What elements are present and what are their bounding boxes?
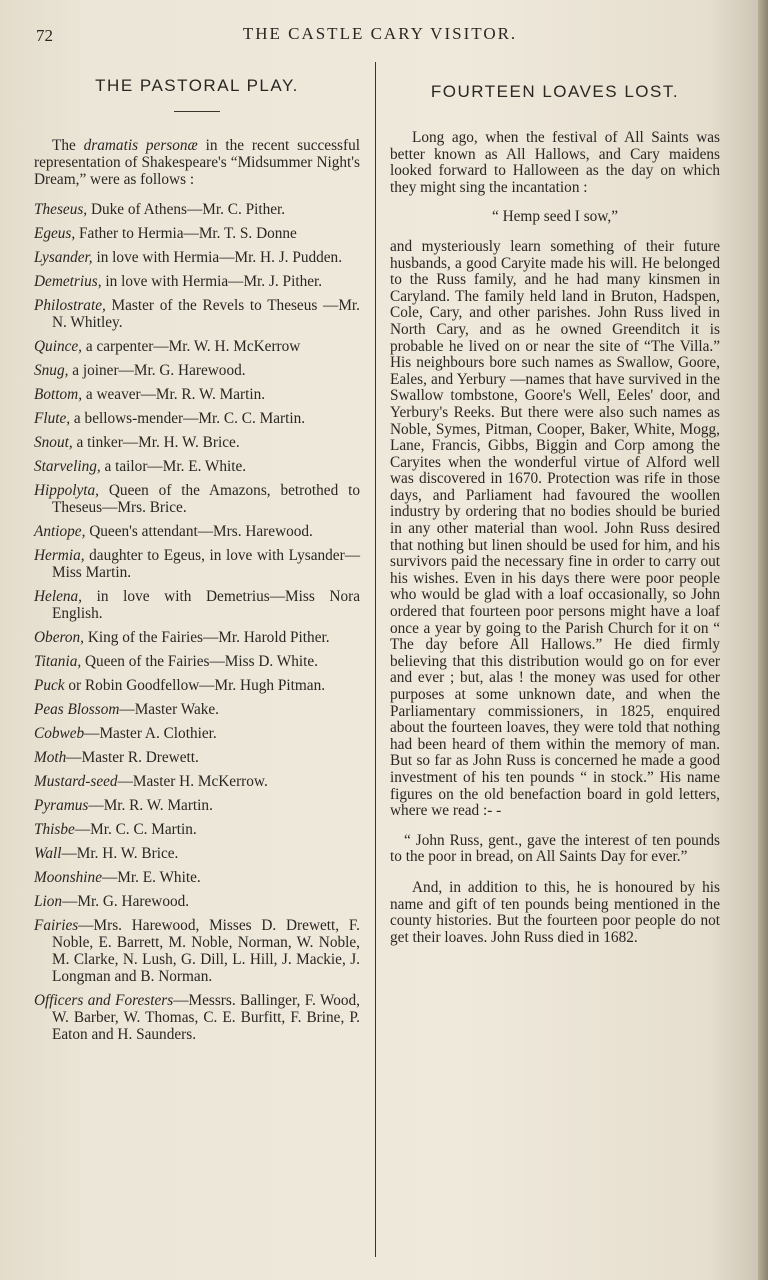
cast-detail: a carpenter—Mr. W. H. McKerrow (82, 338, 301, 355)
cast-detail: Queen of the Amazons, betrothed to Theseus—Mrs. Brice. (52, 482, 360, 516)
cast-entry (34, 338, 360, 355)
cast-entry (34, 725, 360, 742)
benefaction-quote: “ John Russ, gent., gave the interest of ten pounds to the poor in bread, on All Saints Day for ever.” (390, 831, 720, 866)
cast-entry (34, 523, 360, 540)
cast-entry (34, 410, 360, 427)
cast-entry (34, 797, 360, 814)
cast-detail: a joiner—Mr. G. Harewood. (68, 362, 246, 379)
cast-detail: or Robin Goodfellow—Mr. Hugh Pitman. (64, 677, 326, 694)
fourteen-loaves-title: FOURTEEN LOAVES LOST. (430, 82, 680, 101)
role-name: Fairies (34, 917, 79, 934)
cast-detail: a bellows-mender—Mr. C. C. Martin. (70, 410, 306, 427)
cast-intro: The dramatis personæ in the recent successful representation of Shakespeare's “Midsummer Night's Dream,” were as follows : (34, 137, 360, 188)
cast-entry (34, 917, 360, 985)
cast-detail: a tinker—Mr. H. W. Brice. (72, 434, 240, 451)
article-paragraph-2: and mysteriously learn something of their future husbands, a good Caryite made his will. He belonged to the Russ family, and he had many kinsmen in Caryland. The family held land in Bruton, Hadspen, Cole, Cary, and other parishes. John Russ lived in North Cary, and as he owned Greenditch it is probable he lived on or near the site of “The Villa.” His neighbours bore such names as Swallow, Goore, Eales, and Yerbury —names that have survived in the Swallow tombstone, Goore's Well, Eeles' door, and Yerbury's Reeks. But there were also such names as Noble, Symes, Pitman, Cooper, Baker, White, Mogg, Lane, Francis, Gibbs, Biggin and Corp among the Caryites when the wonderful virtue of Alford well was discovered in 1670. Protection was rife in those days, and Parliament had favoured the woollen industry by ordering that no bodies should be buried in any other material than wool. John Russ desired that nothing but linen should be used for him, and his survivors paid the necessary fine in order to carry out his wishes. Even in his days there were poor people who would be glad with a loaf occasionally, so John ordered that fourteen poor persons might have a loaf once a year by going to the Parish Church for it on “ The day before All Hallows.” He died firmly believing that this distribution would go on for ever and ever ; but, alas ! the money was used for other purposes at some unknown date, and when the Parliamentary commissioners, in 1825, enquired about the fourteen loaves, they were told that nothing had been heard of them within the memory of man. But so far as John Russ is concerned he made a good investment of his ten pounds “ in stock.” His name figures on the old benefaction board in gold letters, where we read :- - (390, 237, 720, 820)
role-name: Bottom, (34, 386, 83, 403)
cast-entry (34, 845, 360, 862)
cast-detail: in love with Hermia—Mr. H. J. Pudden. (92, 249, 343, 266)
role-name: Antiope, (34, 523, 86, 540)
cast-entry (34, 225, 360, 242)
role-name: Quince, (34, 338, 82, 355)
cast-detail: Queen's attendant—Mrs. Harewood. (85, 523, 313, 540)
cast-entry (34, 273, 360, 290)
cast-detail: —Mr. E. White. (101, 869, 201, 886)
cast-detail: —Messrs. Ballinger, F. Wood, W. Barber, W. Thomas, C. E. Burfitt, F. Brine, P. Eaton and H. Saunders. (52, 992, 360, 1043)
cast-entry (34, 297, 360, 331)
cast-entry (34, 869, 360, 886)
cast-detail: —Mr. C. C. Martin. (74, 821, 197, 838)
pastoral-play-title: THE PASTORAL PLAY. (95, 76, 299, 95)
cast-detail: a weaver—Mr. R. W. Martin. (82, 386, 266, 403)
page-header (0, 22, 760, 48)
running-title: THE CASTLE CARY VISITOR. (242, 24, 518, 43)
cast-entry (34, 458, 360, 475)
cast-entry (34, 482, 360, 516)
role-name: Starveling, (34, 458, 101, 475)
cast-detail: —Mr. G. Harewood. (62, 893, 190, 910)
role-name: Snug, (34, 362, 69, 379)
role-name: Mustard-seed (34, 773, 118, 790)
right-column (390, 76, 720, 946)
cast-detail: in love with Demetrius—Miss Nora English. (52, 588, 360, 622)
cast-detail: in love with Hermia—Mr. J. Pither. (101, 273, 323, 290)
role-name: Puck (34, 677, 65, 694)
title-rule (174, 111, 220, 112)
incantation-line: “ Hemp seed I sow,” (491, 208, 618, 226)
page-edge (758, 0, 768, 1280)
role-name: Pyramus (34, 797, 89, 814)
dramatis-personae: dramatis personæ (83, 137, 198, 154)
role-name: Philostrate, (34, 297, 106, 314)
cast-detail: —Mr. R. W. Martin. (88, 797, 213, 814)
role-name: Moonshine (34, 869, 102, 886)
article-paragraph-1: Long ago, when the festival of All Saints was better known as All Hallows, and Cary maidens looked forward to Halloween as the day on which they might sing the incantation : (390, 129, 720, 196)
cast-list (34, 201, 360, 1043)
article-paragraph-3: And, in addition to this, he is honoured by his name and gift of ten pounds being mentioned in the county histories. But the fourteen poor people do not get their loaves. John Russ died in 1682. (390, 878, 720, 946)
cast-detail: —Master Wake. (119, 701, 219, 718)
cast-entry (34, 701, 360, 718)
role-name: Peas Blossom (34, 701, 120, 718)
cast-detail: —Mr. H. W. Brice. (61, 845, 179, 862)
role-name: Hippolyta, (34, 482, 100, 499)
cast-detail: —Master R. Drewett. (66, 749, 199, 766)
role-name: Demetrius, (34, 273, 102, 290)
cast-detail: —Master H. McKerrow. (117, 773, 268, 790)
left-column (34, 76, 360, 1050)
role-name: Lion (34, 893, 63, 910)
column-divider (375, 62, 376, 1257)
cast-entry (34, 434, 360, 451)
cast-entry (34, 362, 360, 379)
cast-entry (34, 588, 360, 622)
cast-entry (34, 821, 360, 838)
cast-entry (34, 249, 360, 266)
cast-detail: King of the Fairies—Mr. Harold Pither. (84, 629, 330, 646)
role-name: Titania, (34, 653, 82, 670)
role-name: Hermia, (34, 547, 85, 564)
cast-detail: daughter to Egeus, in love with Lysander—Miss Martin. (52, 547, 360, 581)
cast-entry (34, 677, 360, 694)
cast-detail: —Mrs. Harewood, Misses D. Drewett, F. Noble, E. Barrett, M. Noble, Norman, W. Noble, M. Clarke, N. Lush, G. Dill, L. Hill, J. Mackie, J. Longman and B. Norman. (52, 917, 360, 985)
cast-detail: Duke of Athens—Mr. C. Pither. (87, 201, 286, 218)
role-name: Oberon, (34, 629, 84, 646)
cast-detail: Father to Hermia—Mr. T. S. Donne (75, 225, 297, 242)
cast-entry (34, 653, 360, 670)
cast-detail: —Master A. Clothier. (84, 725, 217, 742)
page-number: 72 (36, 26, 53, 45)
cast-entry (34, 386, 360, 403)
cast-entry (34, 201, 360, 218)
role-name: Moth (34, 749, 67, 766)
cast-entry (34, 893, 360, 910)
role-name: Snout, (34, 434, 73, 451)
cast-detail: a tailor—Mr. E. White. (100, 458, 247, 475)
cast-detail: Queen of the Fairies—Miss D. White. (81, 653, 318, 670)
role-name: Cobweb (34, 725, 85, 742)
role-name: Helena, (34, 588, 82, 605)
cast-entry (34, 629, 360, 646)
cast-detail: Master of the Revels to Theseus —Mr. N. Whitley. (52, 297, 360, 331)
role-name: Theseus, (34, 201, 88, 218)
role-name: Egeus, (34, 225, 76, 242)
cast-entry (34, 773, 360, 790)
role-name: Wall (34, 845, 62, 862)
role-name: Flute, (34, 410, 71, 427)
role-name: Officers and Foresters (34, 992, 174, 1009)
role-name: Lysander, (34, 249, 93, 266)
cast-entry (34, 547, 360, 581)
cast-entry (34, 992, 360, 1043)
role-name: Thisbe (34, 821, 75, 838)
cast-entry (34, 749, 360, 766)
